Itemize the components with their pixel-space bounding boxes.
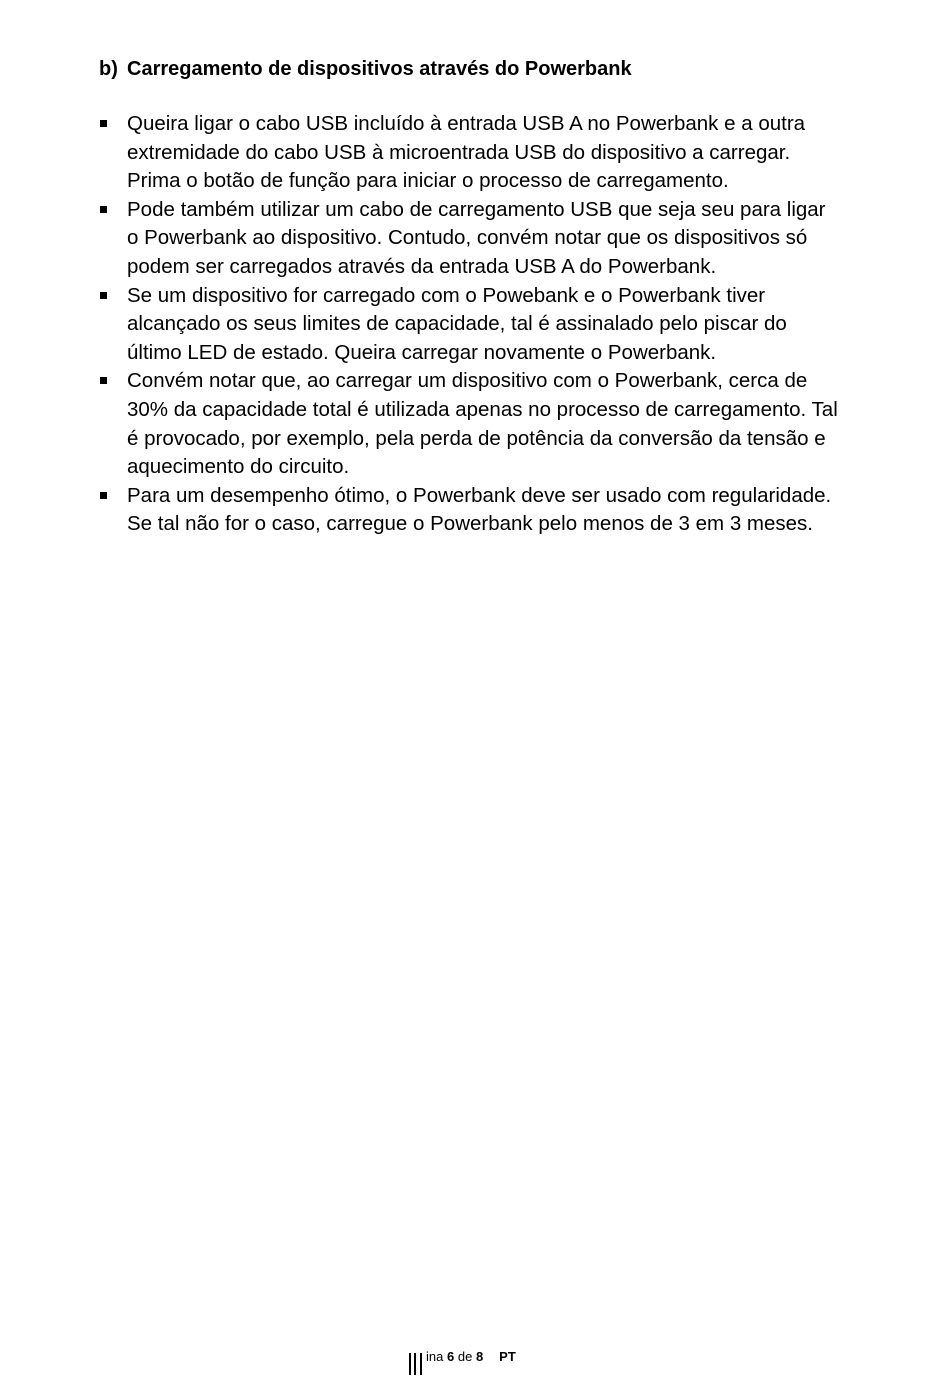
page-footer <box>407 1349 516 1375</box>
section-letter: b) <box>99 58 118 80</box>
footer-total-pages: 8 <box>475 1349 484 1364</box>
section-title: Carregamento de dispositivos através do Powerbank <box>127 58 632 80</box>
footer-prefix: ina <box>426 1349 444 1364</box>
square-bullet-icon <box>100 492 107 499</box>
footer-current-page: 6 <box>446 1349 455 1364</box>
list-item <box>99 196 839 282</box>
list-item <box>99 282 839 368</box>
square-bullet-icon <box>100 206 107 213</box>
list-item <box>99 482 839 539</box>
list-item-text: Pode também utilizar um cabo de carregamento USB que seja seu para ligar o Powerbank ao dispositivo. Contudo, convém notar que os dispositivos só podem ser carregados através da entrada USB A do Powerbank. <box>127 197 826 278</box>
list-item <box>99 367 839 481</box>
list-item <box>99 110 839 196</box>
footer-separator: de <box>457 1349 473 1364</box>
square-bullet-icon <box>100 120 107 127</box>
list-item-text: Convém notar que, ao carregar um dispositivo com o Powerbank, cerca de 30% da capacidade total é utilizada apenas no processo de carregamento. Tal é provocado, por exemplo, pela perda de potência da conversão da tensão e aquecimento do circuito. <box>127 369 838 479</box>
bullet-list <box>99 110 839 539</box>
square-bullet-icon <box>100 377 107 384</box>
broken-glyph-icon <box>407 1349 425 1375</box>
footer-language: PT <box>499 1349 516 1364</box>
list-item-text: Queira ligar o cabo USB incluído à entrada USB A no Powerbank e a outra extremidade do cabo USB à microentrada USB do dispositivo a carregar. Prima o botão de função para iniciar o processo de carregamento. <box>127 112 806 193</box>
section-heading <box>99 55 632 83</box>
list-item-text: Se um dispositivo for carregado com o Powebank e o Powerbank tiver alcançado os seus limites de capacidade, tal é assinalado pelo piscar do último LED de estado. Queira carregar novamente o Powerbank. <box>127 283 787 364</box>
square-bullet-icon <box>100 292 107 299</box>
list-item-text: Para um desempenho ótimo, o Powerbank deve ser usado com regularidade. Se tal não for o caso, carregue o Powerbank pelo menos de 3 em 3 meses. <box>127 483 832 536</box>
